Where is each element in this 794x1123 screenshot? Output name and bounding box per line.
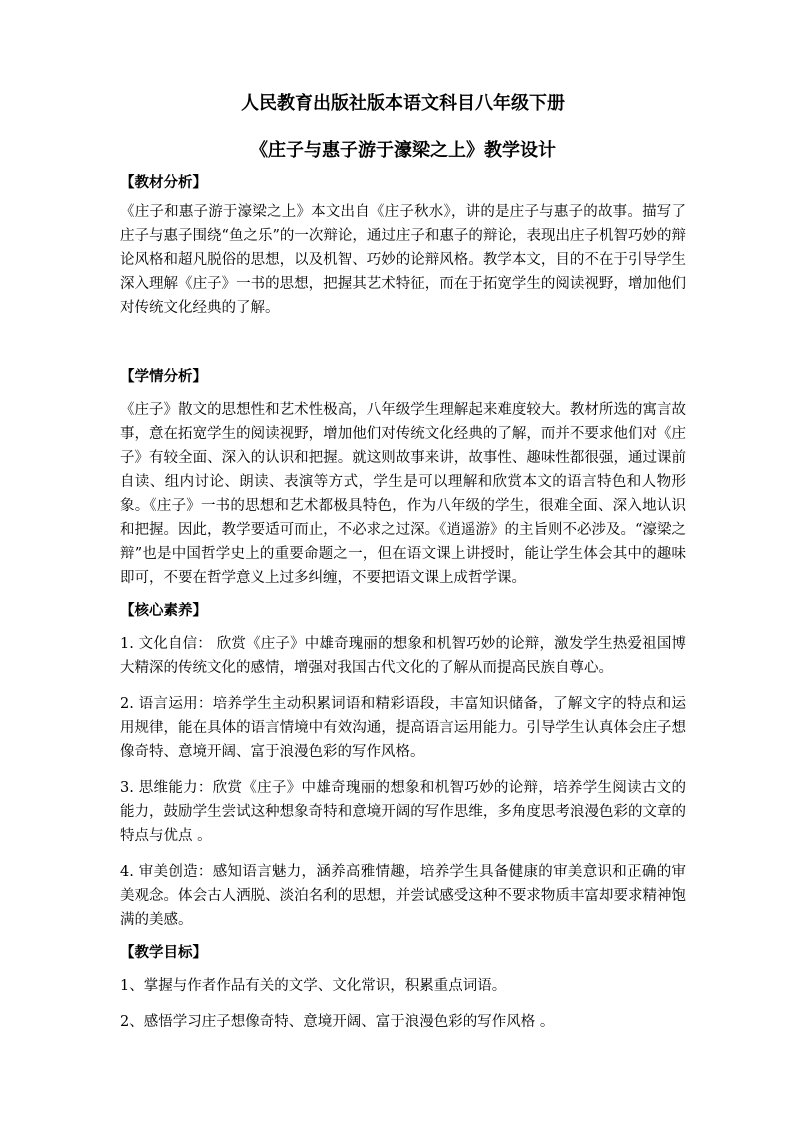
teaching-goal-item-2: 2、感悟学习庄子想像奇特、意境开阔、富于浪漫色彩的写作风格 。	[120, 1014, 555, 1030]
core-literacy-item-2: 2. 语言运用：培养学生主动积累词语和精彩语段，丰富知识储备，了解文字的特点和运用规律，能在具体的语言情境中有效沟通，提高语言运用能力。引导学生认真体会庄子想像奇特、意境开阔、富于浪漫色彩的写作风格。	[120, 696, 686, 760]
section-heading-textbook-analysis: 【教材分析】	[120, 175, 207, 191]
paragraph-textbook-analysis: 《庄子和惠子游于濠梁之上》本文出自《庄子秋水》，讲的是庄子与惠子的故事。描写了庄子与惠子围绕“鱼之乐”的一次辩论，通过庄子和惠子的辩论，表现出庄子机智巧妙的辩论风格和超凡脱俗的思想，以及机智、巧妙的论辩风格。教学本文，目的不在于引导学生深入理解《庄子》一书的思想，把握其艺术特征，而在于拓宽学生的阅读视野，增加他们对传统文化经典的了解。	[120, 204, 686, 316]
document-title-line-2: 《庄子与惠子游于濠梁之上》教学设计	[250, 140, 556, 161]
paragraph-student-analysis: 《庄子》散文的思想性和艺术性极高，八年级学生理解起来难度较大。教材所选的寓言故事，意在拓宽学生的阅读视野，增加他们对传统文化经典的了解，而并不要求他们对《庄子》有较全面、深入的认识和把握。就这则故事来讲，故事性、趣味性都很强，通过课前自读、组内讨论、朗读、表演等方式，学生是可以理解和欣赏本文的语言特色和人物形象。《庄子》一书的思想和艺术都极具特色，作为八年级的学生，很难全面、深入地认识和把握。因此，教学要适可而止，不必求之过深。《逍遥游》的主旨则不必涉及。“濠梁之辩”也是中国哲学史上的重要命题之一，但在语文课上讲授时，能让学生体会其中的趣味即可，不要在哲学意义上过多纠缠，不要把语文课上成哲学课。	[120, 402, 686, 586]
document-title-line-1: 人民教育出版社版本语文科目八年级下册	[241, 93, 565, 114]
core-literacy-item-4: 4. 审美创造：感知语言魅力，涵养高雅情趣，培养学生具备健康的审美意识和正确的审美观念。体会古人洒脱、淡泊名利的思想，并尝试感受这种不要求物质丰富却要求精神饱满的美感。	[120, 864, 686, 928]
section-heading-teaching-goals: 【教学目标】	[120, 945, 207, 961]
document-body	[120, 91, 686, 1034]
core-literacy-item-3: 3. 思维能力：欣赏《庄子》中雄奇瑰丽的想象和机智巧妙的论辩，培养学生阅读古文的能力，鼓励学生尝试这种想象奇特和意境开阔的写作思维，多角度思考浪漫色彩的文章的特点与优点 。	[120, 780, 686, 844]
teaching-goal-item-1: 1、掌握与作者作品有关的文学、文化常识，积累重点词语。	[120, 978, 507, 994]
section-heading-student-analysis: 【学情分析】	[120, 369, 207, 385]
core-literacy-item-1: 1. 文化自信： 欣赏《庄子》中雄奇瑰丽的想象和机智巧妙的论辩，激发学生热爱祖国博大精深的传统文化的感情，增强对我国古代文化的了解从而提高民族自尊心。	[120, 636, 686, 676]
section-heading-core-literacy: 【核心素养】	[120, 603, 207, 619]
